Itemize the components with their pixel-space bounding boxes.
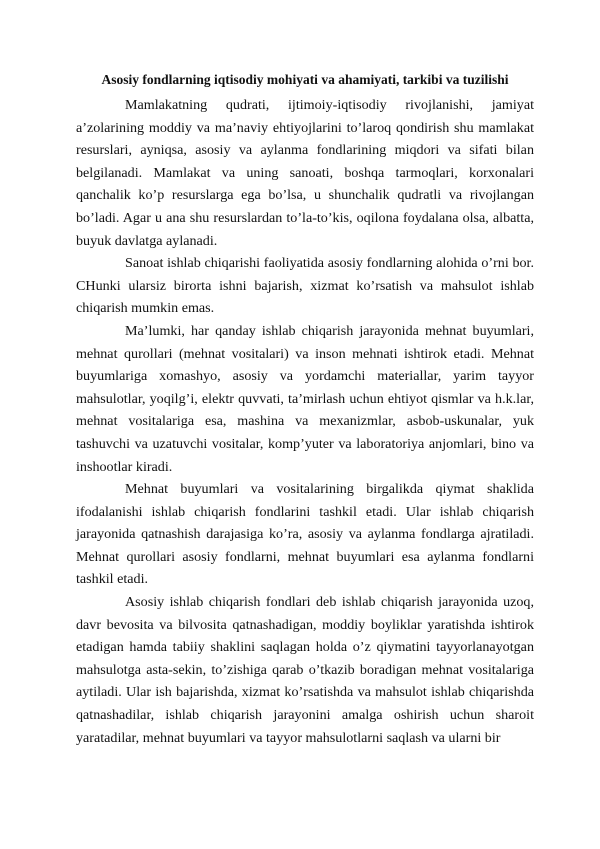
paragraph-2: Sanoat ishlab chiqarishi faoliyatida asosiy fondlarning alohida o’rni bor. CHunki ularsiz birorta ishni bajarish, xizmat ko’rsatish va mahsulot ishlab chiqarish mumkin emas. xyxy=(76,255,534,317)
paragraph-4: Mehnat buyumlari va vositalarining birgalikda qiymat shaklida ifodalanishi ishlab chiqarish fondlarini tashkil etadi. Ular ishlab chiqarish jarayonida qatnashish darajasiga ko’ra, asosiy va aylanma fondlarga ajratiladi. Mehnat qurollari asosiy fondlarni, mehnat buyumlari esa aylanma fondlarni tashkil etadi. xyxy=(76,481,534,588)
paragraph-1: Mamlakatning qudrati, ijtimoiy-iqtisodiy rivojlanishi, jamiyat a’zolarining moddiy va ma’naviy ehtiyojlarini to’laroq qondirish shu mamlakat resurslari, ayniqsa, asosiy va aylanma fondlarining miqdori va sifati bilan belgilanadi. Mamlakat va uning sanoati, boshqa tarmoqlari, korxonalari qanchalik ko’p resurslarga ega bo’lsa, u shunchalik qudratli va rivojlangan bo’ladi. Agar u ana shu resurslardan to’la-to’kis, oqilona foydalana olsa, albatta, buyuk davlatga aylanadi. xyxy=(76,97,534,249)
paragraph-3: Ma’lumki, har qanday ishlab chiqarish jarayonida mehnat buyumlari, mehnat qurollari (mehnat vositalari) va inson mehnati ishtirok etadi. Mehnat buyumlariga xomashyo, asosiy va yordamchi materiallar, yarim tayyor mahsulotlar, yoqilg’i, elektr quvvati, ta’mirlash uchun ehtiyot qismlar va h.k.lar, mehnat vositalariga esa, mashina va mexanizmlar, asbob-uskunalar, yuk tashuvchi va uzatuvchi vositalar, komp’yuter va laboratoriya anjomlari, bino va inshootlar kiradi. xyxy=(76,322,534,475)
paragraph-5: Asosiy ishlab chiqarish fondlari deb ishlab chiqarish jarayonida uzoq, davr bevosita va bilvosita qatnashadigan, moddiy boyliklar yaratishda ishtirok etadigan hamda tabiiy shaklini saqlagan holda o’z qiymatini tayyorlanayotgan mahsulotga asta-sekin, to’zishiga qarab o’tkazib boradigan mehnat vositalariga aytiladi. Ular ish bajarishda, xizmat ko’rsatishda va mahsulot ishlab chiqarishda qatnashadilar, ishlab chiqarish jarayonini amalga oshirish uchun sharoit yaratadilar, mehnat buyumlari va tayyor mahsulotlarni saqlash va ularni bir xyxy=(76,594,534,746)
document-title: Asosiy fondlarning iqtisodiy mohiyati va ahamiyati, tarkibi va tuzilishi xyxy=(101,72,509,87)
